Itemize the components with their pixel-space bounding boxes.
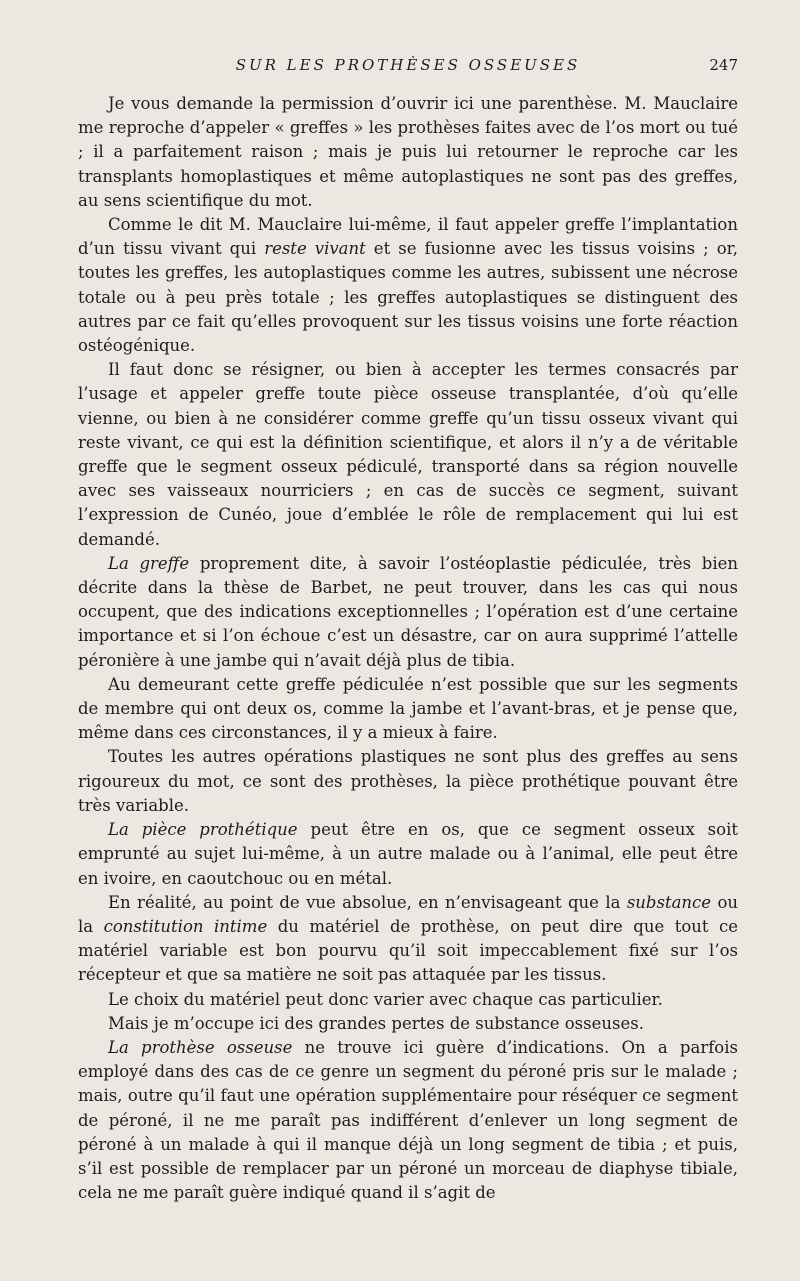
paragraph <box>78 818 738 891</box>
text-segment: Le choix du matériel peut donc varier avec chaque cas particulier. <box>108 989 663 1009</box>
paragraph <box>78 891 738 988</box>
text-segment: Je vous demande la permission d’ouvrir ici une parenthèse. M. Mauclaire me reproche d’appeler « greffes » les prothèses faites avec de l’os mort ou tué ; il a parfaitement raison ; mais je puis lui retourner le reproche car les transplants homoplastiques et même autoplastiques ne sont pas des greffes, au sens scientifique du mot. <box>78 94 738 210</box>
text-segment: En réalité, au point de vue absolue, en n’envisageant que la <box>108 892 627 912</box>
text-segment: Mais je m’occupe ici des grandes pertes de substance osseuses. <box>108 1013 644 1033</box>
paragraph <box>78 673 738 746</box>
paragraph <box>78 745 738 818</box>
text-segment: peut être en os, que ce segment osseux soit emprunté au sujet lui-même, à un autre malade ou à l’animal, elle peut être en ivoire, en caoutchouc ou en métal. <box>78 820 738 888</box>
text-segment: du matériel de prothèse, on peut dire que tout ce matériel variable est bon pourvu qu’il soit impeccablement fixé sur l’os récepteur et que sa matière ne soit pas attaquée par les tissus. <box>78 916 739 985</box>
emphasis-text: constitution intime <box>103 916 268 936</box>
emphasis-text: La prothèse osseuse <box>108 1037 293 1057</box>
paragraph <box>78 1036 738 1205</box>
paragraph <box>78 358 738 552</box>
running-title: SUR LES PROTHÈSES OSSEUSES <box>235 56 581 74</box>
emphasis-text: La pièce prothétique <box>108 820 298 840</box>
text-segment: Toutes les autres opérations plastiques ne sont plus des greffes au sens rigoureux du mot, ce sont des prothèses, la pièce prothétique pouvant être très variable. <box>78 747 738 815</box>
page-number: 247 <box>709 56 738 74</box>
text-segment: Comme le dit M. Mauclaire lui-même, il faut appeler greffe l’implantation d’un tissu vivant qui <box>78 215 738 259</box>
emphasis-text: reste vivant <box>264 239 366 259</box>
text-segment: Au demeurant cette greffe pédiculée n’est possible que sur les segments de membre qui ont deux os, comme la jambe et l’avant-bras, et je pense que, même dans ces circonstances, il y a mieux à faire. <box>78 674 738 743</box>
text-segment: proprement dite, à savoir l’ostéoplastie pédiculée, très bien décrite dans la thèse de Barbet, ne peut trouver, dans les cas qui nous occupent, que des indications exceptionnelles ; l’opération est d’une certaine importance et si l’on échoue c’est un désastre, car on aura supprimé l’attelle péronière à une jambe qui n’avait déjà plus de tibia. <box>78 553 738 670</box>
emphasis-text: La greffe <box>108 553 190 573</box>
paragraph <box>78 988 738 1012</box>
text-segment: et se fusionne avec les tissus voisins ; or, toutes les greffes, les autoplastiques comme les autres, subissent une nécrose totale ou à peu près totale ; les greffes autoplastiques se distinguent des autres par ce fait qu’elles provoquent sur les tissus voisins une forte réaction ostéogénique. <box>78 239 738 356</box>
paragraph <box>78 552 738 673</box>
body-text <box>78 92 738 1205</box>
emphasis-text: substance <box>626 892 712 912</box>
text-segment: Il faut donc se résigner, ou bien à accepter les termes consacrés par l’usage et appeler greffe toute pièce osseuse transplantée, d’où qu’elle vienne, ou bien à ne considérer comme greffe qu’un tissu osseux vivant qui reste vivant, ce qui est la définition scientifique, et alors il n’y a de véritable greffe que le segment osseux pédiculé, transporté dans sa région nouvelle avec ses vaisseaux nourriciers ; en cas de succès ce segment, suivant l’expression de Cunéo, joue d’emblée le rôle de remplacement qui lui est demandé. <box>78 360 738 549</box>
page-header <box>78 56 738 80</box>
paragraph <box>78 213 738 358</box>
text-segment: ne trouve ici guère d’indications. On a parfois employé dans des cas de ce genre un segment du péroné pris sur le malade ; mais, outre qu’il faut une opération supplémentaire pour réséquer ce segment de péroné, il ne me paraît pas indifférent d’enlever un long segment de péroné à un malade à qui il manque déjà un long segment de tibia ; et puis, s’il est possible de remplacer par un péroné un morceau de diaphyse tibiale, cela ne me paraît guère indiqué quand il s’agit de <box>78 1037 738 1203</box>
text-segment: ou la <box>78 892 739 936</box>
paragraph <box>78 1012 738 1036</box>
paragraph <box>78 92 738 213</box>
